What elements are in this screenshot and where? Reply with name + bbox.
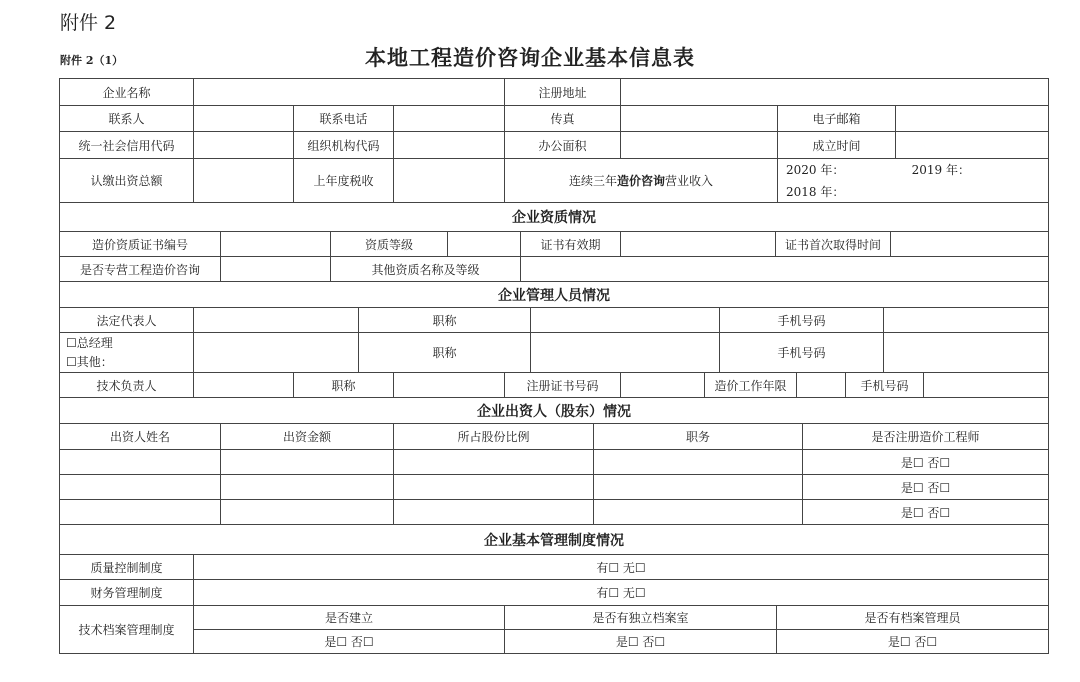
label-founded: 成立时间 bbox=[778, 132, 896, 158]
field-tech-lead-mobile[interactable] bbox=[924, 373, 1048, 397]
field-dedicated[interactable] bbox=[221, 257, 331, 281]
label-legal-rep: 法定代表人 bbox=[60, 308, 194, 332]
section-shareholders: 企业出资人（股东）情况 bbox=[477, 403, 631, 420]
label-org-code: 组织机构代码 bbox=[294, 132, 394, 158]
label-validity: 证书有效期 bbox=[521, 232, 621, 256]
table-row bbox=[60, 450, 1048, 475]
table-row bbox=[60, 106, 1048, 132]
cell-ratio[interactable] bbox=[394, 450, 594, 474]
table-row bbox=[60, 132, 1048, 159]
field-archive-staff[interactable]: 是☐ 否☐ bbox=[887, 635, 938, 649]
label-other-qual: 其他资质名称及等级 bbox=[331, 257, 521, 281]
label-archive-staff: 是否有档案管理员 bbox=[864, 611, 961, 625]
cell-amount[interactable] bbox=[221, 450, 394, 474]
label-contact-phone: 联系电话 bbox=[294, 106, 394, 131]
field-finance[interactable]: 有☐ 无☐ bbox=[596, 586, 646, 600]
field-manager-title[interactable] bbox=[531, 333, 720, 372]
section-systems: 企业基本管理制度情况 bbox=[484, 532, 624, 549]
cell-name[interactable] bbox=[60, 450, 221, 474]
sub-label: 附件 2（1） bbox=[60, 54, 124, 67]
table-row bbox=[60, 555, 1048, 580]
header-amount: 出资金额 bbox=[221, 424, 394, 449]
cell-is-engineer[interactable]: 是☐ 否☐ bbox=[900, 455, 951, 470]
label-tech-lead-mobile: 手机号码 bbox=[846, 373, 924, 397]
year-2020: 2020 年： bbox=[786, 163, 845, 178]
label-contact: 联系人 bbox=[60, 106, 194, 131]
table-row bbox=[60, 333, 1048, 373]
cell-ratio[interactable] bbox=[394, 500, 594, 524]
label-reg-address: 注册地址 bbox=[505, 79, 621, 105]
label-fax: 传真 bbox=[505, 106, 621, 131]
label-credit-code: 统一社会信用代码 bbox=[60, 132, 194, 158]
attachment-label: 附件 2 bbox=[60, 12, 117, 34]
table-row bbox=[60, 159, 1048, 203]
section-management: 企业管理人员情况 bbox=[498, 287, 610, 304]
field-cert-no[interactable] bbox=[221, 232, 331, 256]
field-level[interactable] bbox=[448, 232, 521, 256]
table-row bbox=[60, 500, 1048, 525]
label-manager-mobile: 手机号码 bbox=[720, 333, 884, 372]
label-capital: 认缴出资总额 bbox=[60, 159, 194, 202]
table-row bbox=[60, 475, 1048, 500]
field-tech-lead[interactable] bbox=[194, 373, 294, 397]
table-row bbox=[60, 79, 1048, 106]
table-row bbox=[60, 525, 1048, 555]
field-fax[interactable] bbox=[621, 106, 778, 131]
table-row bbox=[60, 257, 1048, 282]
cell-amount[interactable] bbox=[221, 475, 394, 499]
field-first-date[interactable] bbox=[891, 232, 1048, 256]
label-revenue bbox=[505, 159, 778, 202]
table-row bbox=[60, 203, 1048, 232]
table-row bbox=[60, 373, 1048, 398]
cell-name[interactable] bbox=[60, 475, 221, 499]
cell-name[interactable] bbox=[60, 500, 221, 524]
label-company-name: 企业名称 bbox=[60, 79, 194, 105]
year-2019: 2019 年： bbox=[911, 163, 970, 178]
section-qualification: 企业资质情况 bbox=[512, 210, 596, 226]
page-title: 本地工程造价咨询企业基本信息表 bbox=[365, 45, 695, 70]
field-legal-rep-title[interactable] bbox=[531, 308, 720, 332]
gm-checkbox-label[interactable]: ☐总经理 bbox=[66, 335, 113, 350]
field-work-years[interactable] bbox=[797, 373, 846, 397]
field-org-code[interactable] bbox=[394, 132, 505, 158]
field-tech-lead-title[interactable] bbox=[394, 373, 505, 397]
cell-position[interactable] bbox=[594, 450, 803, 474]
table-row bbox=[60, 398, 1048, 424]
label-legal-rep-title: 职称 bbox=[359, 308, 531, 332]
label-cert-no: 造价资质证书编号 bbox=[60, 232, 221, 256]
cell-position[interactable] bbox=[594, 475, 803, 499]
field-other-qual[interactable] bbox=[521, 257, 1048, 281]
field-archive-room[interactable]: 是☐ 否☐ bbox=[505, 630, 777, 653]
revenue-suffix: 营业收入 bbox=[665, 174, 714, 188]
table-row bbox=[60, 580, 1048, 606]
field-email[interactable] bbox=[896, 106, 1048, 131]
label-tech-lead-title: 职称 bbox=[294, 373, 394, 397]
table-row bbox=[60, 282, 1048, 308]
label-manager-title: 职称 bbox=[359, 333, 531, 372]
field-manager-mobile[interactable] bbox=[884, 333, 1048, 372]
field-last-tax[interactable] bbox=[394, 159, 505, 202]
field-company-name[interactable] bbox=[194, 79, 505, 105]
label-tech-lead: 技术负责人 bbox=[60, 373, 194, 397]
cell-position[interactable] bbox=[594, 500, 803, 524]
field-credit-code[interactable] bbox=[194, 132, 294, 158]
archive-grid bbox=[194, 606, 1048, 653]
label-established: 是否建立 bbox=[194, 606, 505, 629]
cell-is-engineer[interactable]: 是☐ 否☐ bbox=[900, 505, 951, 520]
label-level: 资质等级 bbox=[331, 232, 448, 256]
field-legal-rep-mobile[interactable] bbox=[884, 308, 1048, 332]
header-name: 出资人姓名 bbox=[60, 424, 221, 449]
field-contact-phone[interactable] bbox=[394, 106, 505, 131]
label-legal-rep-mobile: 手机号码 bbox=[720, 308, 884, 332]
table-row bbox=[60, 424, 1048, 450]
revenue-prefix: 连续三年 bbox=[568, 174, 617, 188]
field-office-area[interactable] bbox=[621, 132, 778, 158]
year-2018: 2018 年： bbox=[786, 184, 845, 199]
label-last-tax: 上年度税收 bbox=[294, 159, 394, 202]
field-revenue[interactable] bbox=[778, 159, 1048, 202]
label-archive-room: 是否有独立档案室 bbox=[505, 606, 777, 629]
label-work-years: 造价工作年限 bbox=[705, 373, 797, 397]
label-finance: 财务管理制度 bbox=[60, 580, 194, 605]
label-archive: 技术档案管理制度 bbox=[60, 606, 194, 653]
label-dedicated: 是否专营工程造价咨询 bbox=[60, 257, 221, 281]
cell-ratio[interactable] bbox=[394, 475, 594, 499]
table-row bbox=[60, 232, 1048, 257]
field-founded[interactable] bbox=[896, 132, 1048, 158]
cell-amount[interactable] bbox=[221, 500, 394, 524]
table-row bbox=[60, 308, 1048, 333]
field-established[interactable]: 是☐ 否☐ bbox=[194, 630, 505, 653]
info-table bbox=[59, 78, 1049, 654]
label-quality: 质量控制制度 bbox=[60, 555, 194, 579]
label-reg-cert-no: 注册证书号码 bbox=[505, 373, 621, 397]
field-manager[interactable] bbox=[194, 333, 359, 372]
field-validity[interactable] bbox=[621, 232, 776, 256]
field-reg-cert-no[interactable] bbox=[621, 373, 705, 397]
field-reg-address[interactable] bbox=[621, 79, 1048, 105]
field-capital[interactable] bbox=[194, 159, 294, 202]
label-email: 电子邮箱 bbox=[778, 106, 896, 131]
header-is-engineer: 是否注册造价工程师 bbox=[871, 430, 980, 444]
revenue-bold: 造价咨询 bbox=[616, 174, 665, 188]
label-office-area: 办公面积 bbox=[505, 132, 621, 158]
table-row bbox=[60, 606, 1048, 653]
label-manager-type bbox=[60, 333, 194, 372]
field-contact[interactable] bbox=[194, 106, 294, 131]
field-legal-rep[interactable] bbox=[194, 308, 359, 332]
header-ratio: 所占股份比例 bbox=[394, 424, 594, 449]
label-first-date: 证书首次取得时间 bbox=[776, 232, 891, 256]
field-quality[interactable]: 有☐ 无☐ bbox=[596, 560, 646, 575]
header-position: 职务 bbox=[594, 424, 803, 449]
cell-is-engineer[interactable]: 是☐ 否☐ bbox=[900, 480, 951, 495]
other-checkbox-label[interactable]: ☐其他： bbox=[66, 354, 113, 369]
